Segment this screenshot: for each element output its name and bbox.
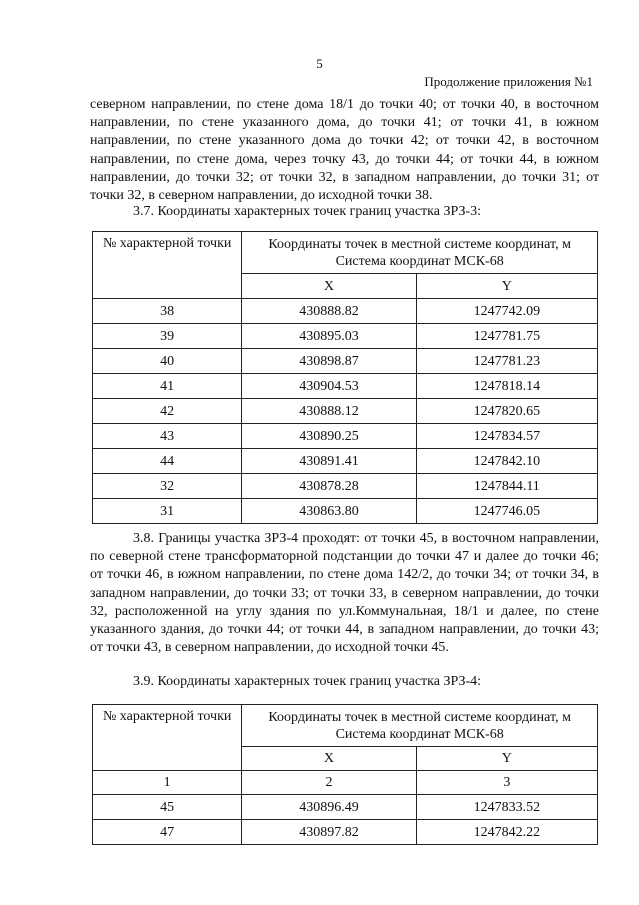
table-row <box>93 449 598 474</box>
paragraph-boundary-zrz3: северном направлении, по стене дома 18/1 до точки 40; от точки 40, в восточном направлении, по стене указанного дома, до точки 41; от точки 41, в южном направлении, по стене указанного дома до точки 42; от точки 42, в восточном направлении, по стене дома, через точку 43, до точки 44; от точки 44, в южном направлении, до точки 32; от точки 32, в западном направлении, до точки 31; от точки 32, в северном направлении, до исходной точки 38. <box>90 97 599 204</box>
y-coordinate-cell: 1247820.65 <box>416 399 597 424</box>
x-coordinate-cell: 430891.41 <box>242 449 416 474</box>
x-coordinate-cell: 430890.25 <box>242 424 416 449</box>
header-point-number: № характерной точки <box>93 705 242 771</box>
x-coordinate-cell: 430888.82 <box>242 299 416 324</box>
header-point-number: № характерной точки <box>93 232 242 299</box>
header-coordinates <box>242 232 598 274</box>
point-number-cell: 44 <box>93 449 242 474</box>
table-row <box>93 820 598 845</box>
continuation-label: Продолжение приложения №1 <box>424 74 593 89</box>
point-number-cell: 31 <box>93 499 242 524</box>
table-row <box>93 299 598 324</box>
coordinates-table-zrz3 <box>92 231 598 524</box>
x-coordinate-cell: 430888.12 <box>242 399 416 424</box>
column-index-row <box>93 771 598 795</box>
heading-3-7: 3.7. Координаты характерных точек границ участка ЗРЗ-3: <box>133 204 482 219</box>
column-index-2: 2 <box>242 771 416 795</box>
header-coordinates-line1: Координаты точек в местной системе координат, м <box>268 236 571 252</box>
x-coordinate-cell: 430897.82 <box>242 820 416 845</box>
header-y: Y <box>416 274 597 299</box>
header-x: X <box>242 747 416 771</box>
point-number-cell: 32 <box>93 474 242 499</box>
y-coordinate-cell: 1247833.52 <box>416 795 597 820</box>
header-y: Y <box>416 747 597 771</box>
header-coordinates-line1: Координаты точек в местной системе координат, м <box>268 709 571 725</box>
header-x: X <box>242 274 416 299</box>
x-coordinate-cell: 430863.80 <box>242 499 416 524</box>
table-row <box>93 499 598 524</box>
point-number-cell: 42 <box>93 399 242 424</box>
column-index-1: 1 <box>93 771 242 795</box>
heading-3-9: 3.9. Координаты характерных точек границ участка ЗРЗ-4: <box>133 674 482 689</box>
x-coordinate-cell: 430896.49 <box>242 795 416 820</box>
paragraph-3-8: 3.8. Границы участка ЗРЗ-4 проходят: от точки 45, в восточном направлении, по северной стене трансформаторной подстанции до точки 47 и далее до точки 46; от точки 46, в южном направлении, по стене дома 142/2, до точки 34; от точки 34, в западном направлении, до точки 33; от точки 33, в северном направлении, до точки 32, расположенной на углу здания по ул.Коммунальная, 18/1 и далее, по стене указанного здания, до точки 44; от точки 44, в западном направлении, до точки 43; от точки 43, в северном направлении, до исходной точки 45. <box>90 531 599 656</box>
y-coordinate-cell: 1247818.14 <box>416 374 597 399</box>
point-number-cell: 41 <box>93 374 242 399</box>
table-body <box>93 795 598 845</box>
table-row <box>93 374 598 399</box>
column-index-3: 3 <box>416 771 597 795</box>
point-number-cell: 40 <box>93 349 242 374</box>
point-number-cell: 38 <box>93 299 242 324</box>
x-coordinate-cell: 430898.87 <box>242 349 416 374</box>
y-coordinate-cell: 1247842.22 <box>416 820 597 845</box>
y-coordinate-cell: 1247781.23 <box>416 349 597 374</box>
y-coordinate-cell: 1247781.75 <box>416 324 597 349</box>
table-row <box>93 399 598 424</box>
table-row <box>93 349 598 374</box>
table-body <box>93 299 598 524</box>
page-number: 5 <box>316 56 323 71</box>
y-coordinate-cell: 1247746.05 <box>416 499 597 524</box>
x-coordinate-cell: 430904.53 <box>242 374 416 399</box>
table-row <box>93 795 598 820</box>
point-number-cell: 47 <box>93 820 242 845</box>
header-coordinates-line2: Система координат МСК-68 <box>335 253 504 269</box>
y-coordinate-cell: 1247742.09 <box>416 299 597 324</box>
y-coordinate-cell: 1247834.57 <box>416 424 597 449</box>
header-coordinates-line2: Система координат МСК-68 <box>335 726 504 742</box>
y-coordinate-cell: 1247844.11 <box>416 474 597 499</box>
header-coordinates <box>242 705 598 747</box>
x-coordinate-cell: 430895.03 <box>242 324 416 349</box>
table-row <box>93 474 598 499</box>
table-row <box>93 324 598 349</box>
y-coordinate-cell: 1247842.10 <box>416 449 597 474</box>
x-coordinate-cell: 430878.28 <box>242 474 416 499</box>
coordinates-table-zrz4 <box>92 704 598 845</box>
point-number-cell: 39 <box>93 324 242 349</box>
point-number-cell: 43 <box>93 424 242 449</box>
point-number-cell: 45 <box>93 795 242 820</box>
table-row <box>93 424 598 449</box>
